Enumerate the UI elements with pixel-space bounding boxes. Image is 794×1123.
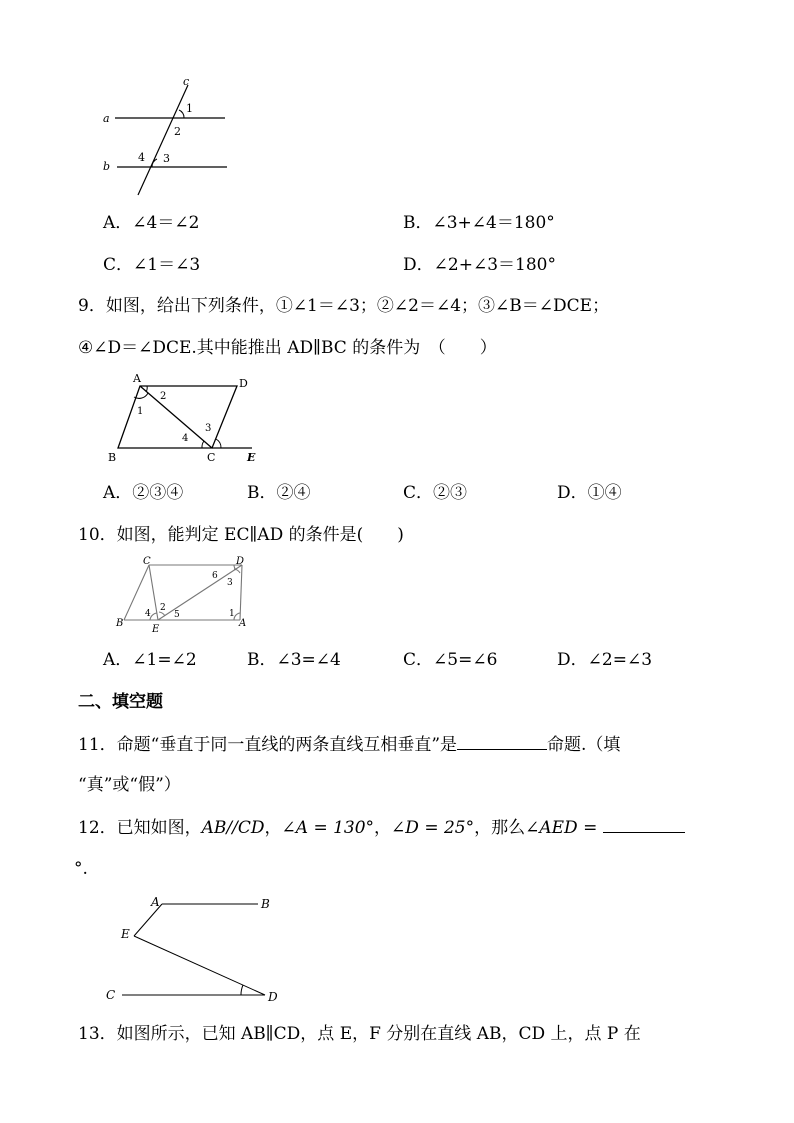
option-text: ②③④ bbox=[132, 483, 184, 503]
q9-stem-line2: ④∠D＝∠DCE.其中能推出 AD∥BC 的条件为 （ ） bbox=[78, 338, 497, 358]
option-letter: C． bbox=[103, 255, 134, 275]
option-text: ∠1=∠2 bbox=[132, 650, 197, 670]
fig-label-D: D bbox=[239, 377, 248, 390]
fig-label-5: 5 bbox=[174, 610, 180, 620]
option-letter: D． bbox=[403, 255, 434, 275]
side-da bbox=[240, 565, 242, 620]
option-text: ∠2=∠3 bbox=[587, 650, 653, 670]
option-letter: B． bbox=[247, 650, 277, 670]
q9-stem-line1: 9．如图，给出下列条件，①∠1＝∠3；②∠2＝∠4；③∠B＝∠DCE； bbox=[78, 296, 610, 316]
q10-option-b[interactable] bbox=[247, 649, 341, 671]
fig-label-4: 4 bbox=[182, 433, 189, 444]
q10-option-d[interactable] bbox=[557, 649, 652, 671]
option-text: ∠1＝∠3 bbox=[133, 255, 201, 275]
q13-line1: 13．如图所示，已知 AB∥CD，点 E，F 分别在直线 AB，CD 上，点 P 在 bbox=[78, 1024, 641, 1044]
fig-label-1: 1 bbox=[186, 102, 193, 115]
fig-label-E: E bbox=[247, 451, 256, 464]
q12-line1 bbox=[78, 816, 685, 839]
fig-label-C: C bbox=[143, 556, 151, 567]
q8-option-c[interactable] bbox=[103, 254, 200, 276]
option-letter: B． bbox=[247, 483, 277, 503]
q10-option-a[interactable] bbox=[103, 649, 197, 671]
angle-arc bbox=[216, 439, 221, 448]
fig-label-4: 4 bbox=[145, 609, 151, 619]
q12-line2: °. bbox=[74, 859, 88, 879]
figure-q9-parallelogram bbox=[100, 370, 270, 470]
figure-q10-trapezoid bbox=[112, 553, 257, 638]
line-c bbox=[138, 85, 188, 195]
fig-label-A: A bbox=[239, 618, 247, 629]
option-letter: D． bbox=[557, 483, 588, 503]
q11-text-b: 命题.（填 bbox=[547, 735, 621, 755]
angle-arc bbox=[150, 613, 157, 620]
q12-prefix: 12．已知如图， bbox=[78, 818, 202, 838]
fig-label-A: A bbox=[151, 895, 160, 909]
option-text: ∠5=∠6 bbox=[433, 650, 498, 670]
fig-label-C: C bbox=[106, 988, 116, 1002]
option-text: ①④ bbox=[587, 483, 622, 503]
fig-label-D: D bbox=[268, 990, 278, 1004]
angle-arc bbox=[241, 985, 243, 995]
angle-arc bbox=[146, 386, 147, 392]
angle-arc bbox=[179, 110, 184, 118]
q9-option-a[interactable] bbox=[103, 482, 183, 504]
q12-math-parallel: AB//CD bbox=[201, 818, 265, 838]
fig-label-E: E bbox=[121, 927, 130, 941]
q12-math-angle-a: ∠A = 130° bbox=[281, 818, 375, 838]
q11-text-a: 11．命题“垂直于同一直线的两条直线互相垂直”是 bbox=[78, 735, 458, 755]
q9-option-d[interactable] bbox=[557, 482, 622, 504]
option-letter: A． bbox=[103, 483, 133, 503]
q8-option-b[interactable] bbox=[403, 212, 555, 234]
fig-label-3: 3 bbox=[205, 423, 212, 434]
q12-math-angle-aed: ∠AED = bbox=[525, 818, 598, 838]
fig-label-B: B bbox=[116, 618, 124, 629]
q10-option-c[interactable] bbox=[403, 649, 497, 671]
q11-line1 bbox=[78, 733, 620, 756]
fig-label-c: c bbox=[183, 75, 190, 88]
fig-label-A: A bbox=[133, 372, 141, 385]
section-heading: 二、填空题 bbox=[78, 692, 163, 712]
q9-option-b[interactable] bbox=[247, 482, 311, 504]
option-letter: A． bbox=[103, 213, 133, 233]
option-letter: D． bbox=[557, 650, 588, 670]
diagonal-ac bbox=[140, 386, 212, 448]
option-text: ∠3=∠4 bbox=[276, 650, 341, 670]
fig-label-C: C bbox=[207, 451, 216, 464]
angle-arc bbox=[152, 159, 157, 167]
option-text: ②③ bbox=[433, 483, 468, 503]
option-text: ∠4＝∠2 bbox=[132, 213, 200, 233]
q12-sep: ，那么 bbox=[474, 818, 526, 838]
q8-option-a[interactable] bbox=[103, 212, 199, 234]
fig-label-1: 1 bbox=[229, 609, 235, 619]
segment-ed bbox=[134, 936, 265, 995]
option-letter: C． bbox=[403, 483, 434, 503]
q12-answer-blank[interactable] bbox=[603, 816, 685, 833]
fig-label-a: a bbox=[103, 112, 110, 125]
option-letter: B． bbox=[403, 213, 433, 233]
option-text: ∠3+∠4＝180° bbox=[432, 213, 555, 233]
fig-label-3: 3 bbox=[227, 578, 233, 588]
fig-label-B: B bbox=[261, 897, 270, 911]
angle-arc bbox=[234, 569, 240, 573]
q8-option-d[interactable] bbox=[403, 254, 556, 276]
fig-label-E: E bbox=[152, 624, 160, 635]
fig-label-D: D bbox=[236, 556, 245, 567]
q11-line2: “真”或“假”） bbox=[78, 775, 181, 795]
option-text: ②④ bbox=[276, 483, 311, 503]
quad-abcd bbox=[118, 386, 237, 448]
q12-math-angle-d: ∠D = 25° bbox=[391, 818, 475, 838]
figure-parallel-lines-transversal bbox=[95, 75, 235, 200]
option-letter: C． bbox=[403, 650, 434, 670]
fig-label-b: b bbox=[103, 160, 111, 173]
q9-option-c[interactable] bbox=[403, 482, 467, 504]
angle-arc bbox=[202, 441, 204, 448]
figure-q12 bbox=[100, 890, 290, 1010]
option-letter: A． bbox=[103, 650, 133, 670]
fig-label-2: 2 bbox=[160, 603, 166, 613]
q12-sep: ， bbox=[264, 818, 282, 838]
option-text: ∠2+∠3＝180° bbox=[433, 255, 556, 275]
q10-stem: 10．如图，能判定 EC∥AD 的条件是( ) bbox=[78, 525, 404, 545]
q11-answer-blank[interactable] bbox=[457, 733, 547, 750]
q12-sep: ， bbox=[374, 818, 392, 838]
fig-label-3: 3 bbox=[163, 152, 170, 165]
fig-label-1: 1 bbox=[137, 406, 144, 417]
fig-label-B: B bbox=[108, 451, 117, 464]
fig-label-2: 2 bbox=[174, 125, 181, 138]
fig-label-2: 2 bbox=[160, 391, 167, 402]
fig-label-4: 4 bbox=[138, 151, 145, 164]
fig-label-6: 6 bbox=[212, 571, 218, 581]
